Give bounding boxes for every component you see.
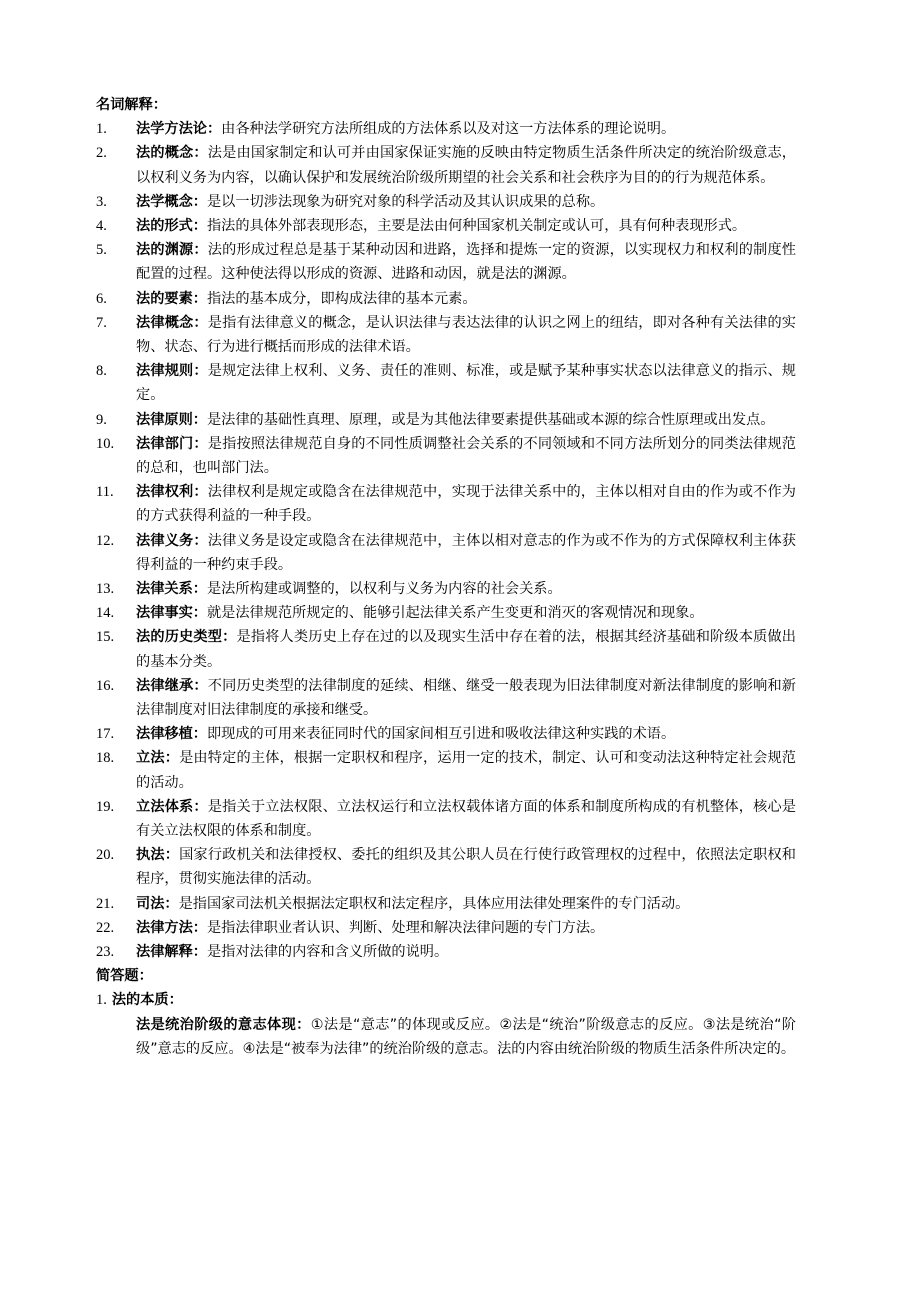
term-body: [136, 480, 796, 528]
term-item: [96, 287, 796, 311]
term-body: [136, 311, 796, 359]
term-label: 法律方法：: [136, 919, 207, 936]
term-item: [96, 795, 796, 843]
term-body: [136, 529, 796, 577]
term-item: [96, 432, 796, 480]
short-answer-section-title: 简答题：: [96, 968, 153, 985]
term-item: [96, 408, 796, 432]
term-number: 10.: [96, 435, 115, 452]
term-label: 法学概念：: [136, 193, 207, 210]
term-number: 14.: [96, 605, 115, 622]
term-label: 法律原则：: [136, 411, 207, 428]
term-number: 8.: [96, 363, 107, 380]
answer-text: ①法是“意志”的体现或反应。②法是“统治”阶级意志的反应。③法是统治“阶级”意志的反应。④法是“被奉为法律”的统治阶级的意志。法的内容由统治阶级的物质生活条件所决定的。: [136, 1016, 796, 1057]
term-item: [96, 311, 796, 359]
term-item: [96, 843, 796, 891]
term-number: 6.: [96, 290, 107, 307]
term-item: [96, 577, 796, 601]
term-body: [136, 746, 796, 794]
term-label: 法律规则：: [136, 363, 208, 380]
term-label: 执法：: [136, 847, 180, 864]
term-item: [96, 238, 796, 286]
term-body: [136, 432, 796, 480]
term-label: 法的概念：: [136, 145, 208, 162]
term-item: [96, 359, 796, 407]
term-number: 12.: [96, 532, 115, 549]
term-number: 9.: [96, 411, 107, 428]
term-body: [136, 916, 796, 940]
term-body: [136, 674, 796, 722]
term-body: [136, 214, 796, 238]
term-item: [96, 940, 796, 964]
term-item: [96, 916, 796, 940]
term-item: [96, 190, 796, 214]
term-label: 立法：: [136, 750, 180, 767]
term-number: 18.: [96, 750, 115, 767]
short-answer-body: [136, 1013, 796, 1061]
term-number: 11.: [96, 484, 114, 501]
terms-list: [96, 117, 796, 964]
term-definition: 是法律的基础性真理、原理，或是为其他法律要素提供基础或本源的综合性原理或出发点。: [206, 411, 775, 428]
term-number: 22.: [96, 919, 115, 936]
term-item: [96, 529, 796, 577]
term-definition: 是指对法律的内容和含义所做的说明。: [206, 944, 449, 961]
term-definition: 是由特定的主体，根据一定职权和程序，运用一定的技术，制定、认可和变动法这种特定社会规范的活动。: [136, 750, 796, 791]
term-item: [96, 480, 796, 528]
short-answer-question: [96, 988, 796, 1012]
term-item: [96, 601, 796, 625]
term-body: [136, 892, 796, 916]
term-definition: 是指有法律意义的概念，是认识法律与表达法律的认识之网上的纽结，即对各种有关法律的实物、状态、行为进行概括而形成的法律术语。: [136, 314, 796, 356]
term-label: 法律解释：: [136, 944, 207, 961]
term-label: 法律权利：: [136, 484, 208, 501]
term-body: [136, 625, 796, 673]
term-number: 3.: [96, 193, 107, 210]
term-body: [136, 601, 796, 625]
term-body: [136, 722, 796, 746]
term-number: 19.: [96, 798, 115, 815]
term-body: [136, 408, 796, 432]
term-label: 法律义务：: [136, 532, 208, 549]
term-label: 法的渊源：: [136, 242, 208, 259]
term-body: [136, 141, 796, 189]
term-definition: 是法所构建或调整的，以权利与义务为内容的社会关系。: [206, 581, 562, 598]
term-number: 4.: [96, 218, 107, 234]
term-body: [136, 795, 796, 843]
term-definition: 法的形成过程总是基于某种动因和进路，选择和提炼一定的资源，以实现权力和权利的制度性配置的过程。这种使法得以形成的资源、进路和动因，就是法的渊源。: [136, 242, 796, 283]
term-number: 13.: [96, 581, 115, 598]
term-definition: 就是法律规范所规定的、能够引起法律关系产生变更和消灭的客观情况和现象。: [206, 605, 704, 622]
term-label: 司法：: [136, 895, 179, 912]
term-body: [136, 190, 796, 214]
term-definition: 法律义务是设定或隐含在法律规范中，主体以相对意志的作为或不作为的方式保障权利主体获得利益的一种约束手段。: [136, 532, 796, 573]
term-definition: 指法的基本成分，即构成法律的基本元素。: [206, 290, 477, 307]
term-body: [136, 940, 796, 964]
term-body: [136, 359, 796, 407]
term-label: 立法体系：: [136, 798, 208, 815]
term-body: [136, 117, 796, 141]
term-number: 21.: [96, 895, 115, 912]
answer-lead: 法是统治阶级的意志体现：: [136, 1016, 311, 1033]
term-number: 15.: [96, 629, 115, 646]
term-definition: 法律权利是规定或隐含在法律规范中，实现于法律关系中的，主体以相对自由的作为或不作为的方式获得利益的一种手段。: [136, 484, 796, 525]
term-body: [136, 238, 796, 286]
term-item: [96, 214, 796, 238]
document-page: [96, 93, 796, 1061]
term-number: 23.: [96, 944, 115, 961]
term-item: [96, 117, 796, 141]
term-definition: 指法的具体外部表现形态，主要是法由何种国家机关制定或认可，具有何种表现形式。: [206, 218, 747, 234]
term-definition: 即现成的可用来表征同时代的国家间相互引进和吸收法律这种实践的术语。: [206, 726, 676, 743]
term-number: 5.: [96, 242, 107, 259]
term-label: 法律继承：: [136, 677, 208, 694]
term-definition: 法是由国家制定和认可并由国家保证实施的反映由特定物质生活条件所决定的统治阶级意志，以权利义务为内容，以确认保护和发展统治阶级所期望的社会关系和社会秩序为目的的行为规范体系。: [136, 145, 796, 186]
term-item: [96, 746, 796, 794]
term-label: 法的形式：: [136, 218, 207, 234]
term-definition: 是指将人类历史上存在过的以及现实生活中存在着的法，根据其经济基础和阶级本质做出的基本分类。: [136, 629, 796, 670]
term-definition: 由各种法学研究方法所组成的方法体系以及对这一方法体系的理论说明。: [221, 121, 676, 138]
term-body: [136, 287, 796, 311]
term-definition: 是规定法律上权利、义务、责任的准则、标准，或是赋予某种事实状态以法律意义的指示、规定。: [136, 363, 796, 404]
term-body: [136, 577, 796, 601]
term-definition: 是以一切涉法现象为研究对象的科学活动及其认识成果的总称。: [206, 193, 605, 210]
term-number: 1.: [96, 121, 107, 138]
term-item: [96, 722, 796, 746]
term-item: [96, 625, 796, 673]
terms-section-title: 名词解释：: [96, 97, 167, 113]
term-item: [96, 674, 796, 722]
question-number: 1.: [96, 992, 107, 1009]
term-body: [136, 843, 796, 891]
term-label: 法的历史类型：: [136, 629, 237, 646]
short-answer-list: [96, 988, 796, 1061]
term-definition: 是指关于立法权限、立法权运行和立法权载体诸方面的体系和制度所构成的有机整体，核心是有关立法权限的体系和制度。: [136, 798, 796, 840]
term-item: [96, 892, 796, 916]
term-definition: 是指国家司法机关根据法定职权和法定程序，具体应用法律处理案件的专门活动。: [178, 895, 690, 912]
term-label: 法律部门：: [136, 435, 208, 452]
term-number: 16.: [96, 677, 115, 694]
term-definition: 是指法律职业者认识、判断、处理和解决法律问题的专门方法。: [206, 919, 605, 936]
term-label: 法律移植：: [136, 726, 207, 743]
term-number: 7.: [96, 314, 107, 331]
term-label: 法律概念：: [136, 314, 208, 331]
term-number: 20.: [96, 847, 115, 864]
term-label: 法律关系：: [136, 581, 207, 598]
term-item: [96, 141, 796, 189]
term-number: 2.: [96, 145, 107, 162]
term-number: 17.: [96, 726, 115, 743]
term-definition: 国家行政机关和法律授权、委托的组织及其公职人员在行使行政管理权的过程中，依照法定职权和程序，贯彻实施法律的活动。: [136, 847, 796, 888]
term-label: 法学方法论：: [136, 121, 222, 138]
term-definition: 是指按照法律规范自身的不同性质调整社会关系的不同领域和不同方法所划分的同类法律规范的总和，也叫部门法。: [136, 435, 796, 477]
term-definition: 不同历史类型的法律制度的延续、相继、继受一般表现为旧法律制度对新法律制度的影响和新法律制度对旧法律制度的承接和继受。: [136, 677, 796, 719]
term-label: 法的要素：: [136, 290, 207, 307]
term-label: 法律事实：: [136, 605, 207, 622]
question-title: 法的本质：: [111, 992, 183, 1009]
